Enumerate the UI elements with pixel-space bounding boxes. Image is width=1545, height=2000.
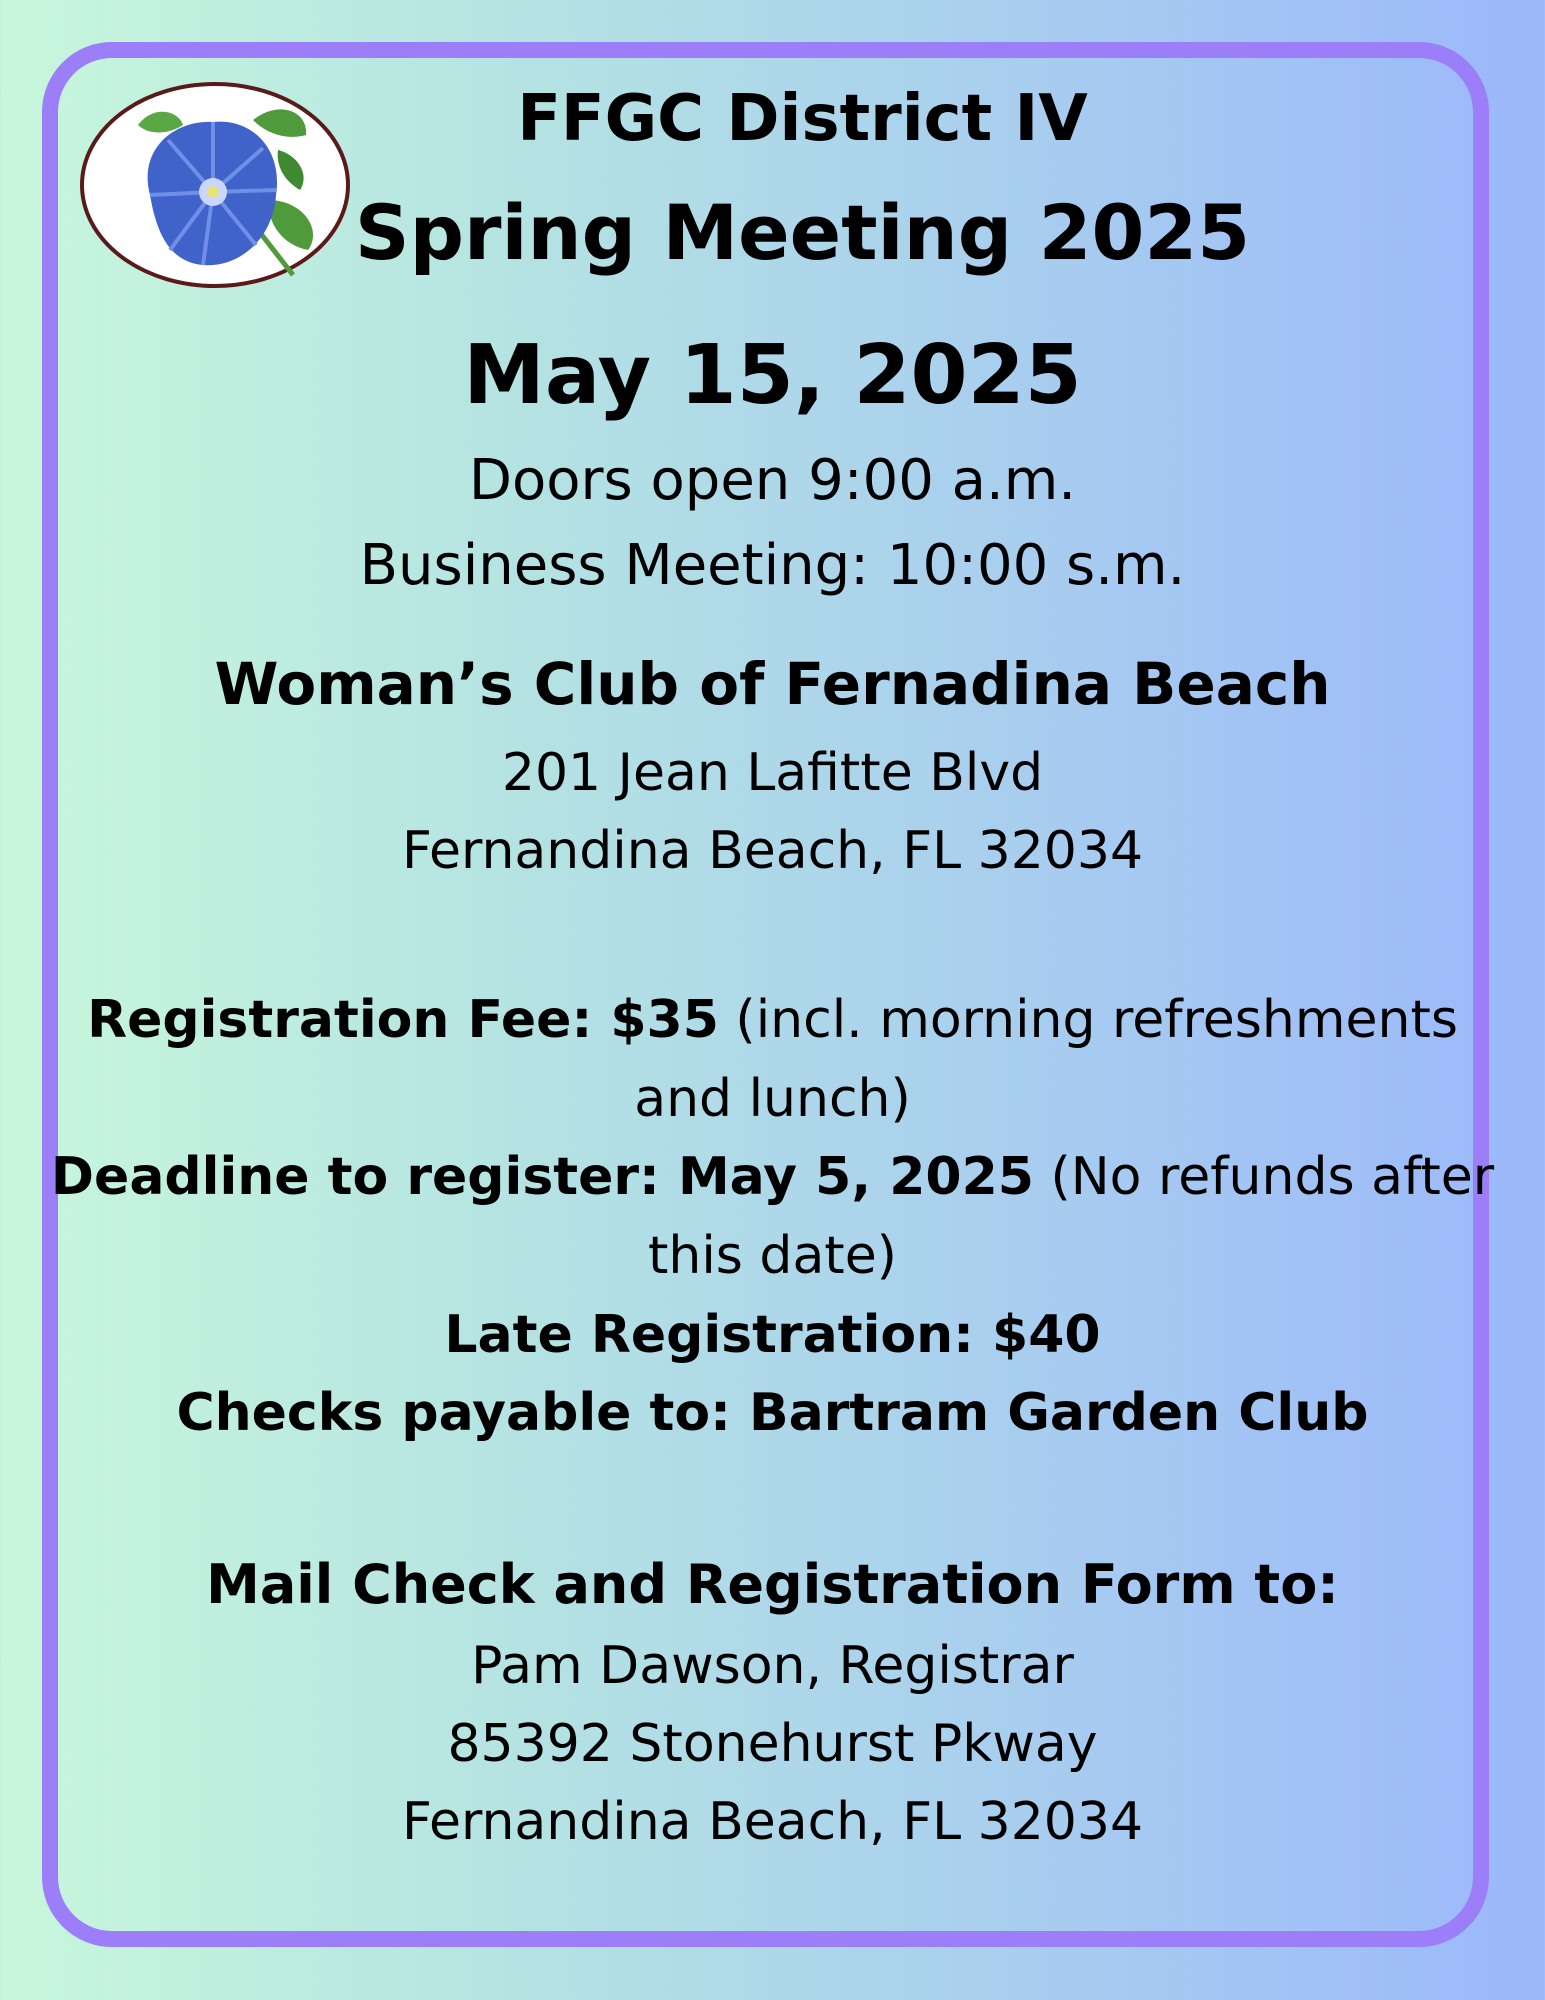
registration-fee-note-cont: and lunch): [634, 1069, 911, 1129]
venue-name: Woman’s Club of Fernadina Beach: [214, 650, 1331, 718]
venue-city: Fernandina Beach, FL 32034: [401, 821, 1144, 881]
business-meeting-time: Business Meeting: 10:00 s.m.: [359, 533, 1186, 598]
registrar-name: Pam Dawson, Registrar: [471, 1636, 1074, 1696]
checks-payable: Checks payable to: Bartram Garden Club: [176, 1383, 1369, 1443]
late-registration: Late Registration: $40: [444, 1305, 1101, 1365]
doors-open-time: Doors open 9:00 a.m.: [468, 448, 1077, 513]
registration-fee: [0, 990, 1545, 1050]
registrar-city: Fernandina Beach, FL 32034: [401, 1792, 1144, 1852]
meeting-title: Spring Meeting 2025: [354, 188, 1251, 277]
registration-fee-note: (incl. morning refreshments: [718, 990, 1458, 1050]
event-date: May 15, 2025: [463, 328, 1082, 423]
deadline-note: (No refunds after: [1033, 1147, 1495, 1207]
venue-street: 201 Jean Lafitte Blvd: [501, 743, 1044, 803]
mail-heading: Mail Check and Registration Form to:: [206, 1553, 1339, 1616]
deadline-note-cont: this date): [648, 1226, 897, 1286]
district-title: FFGC District IV: [517, 82, 1088, 156]
registration-deadline: [0, 1147, 1545, 1207]
registrar-street: 85392 Stonehurst Pkway: [447, 1714, 1098, 1774]
registration-fee-label: Registration Fee: $35: [87, 990, 719, 1050]
deadline-label: Deadline to register: May 5, 2025: [50, 1147, 1034, 1207]
